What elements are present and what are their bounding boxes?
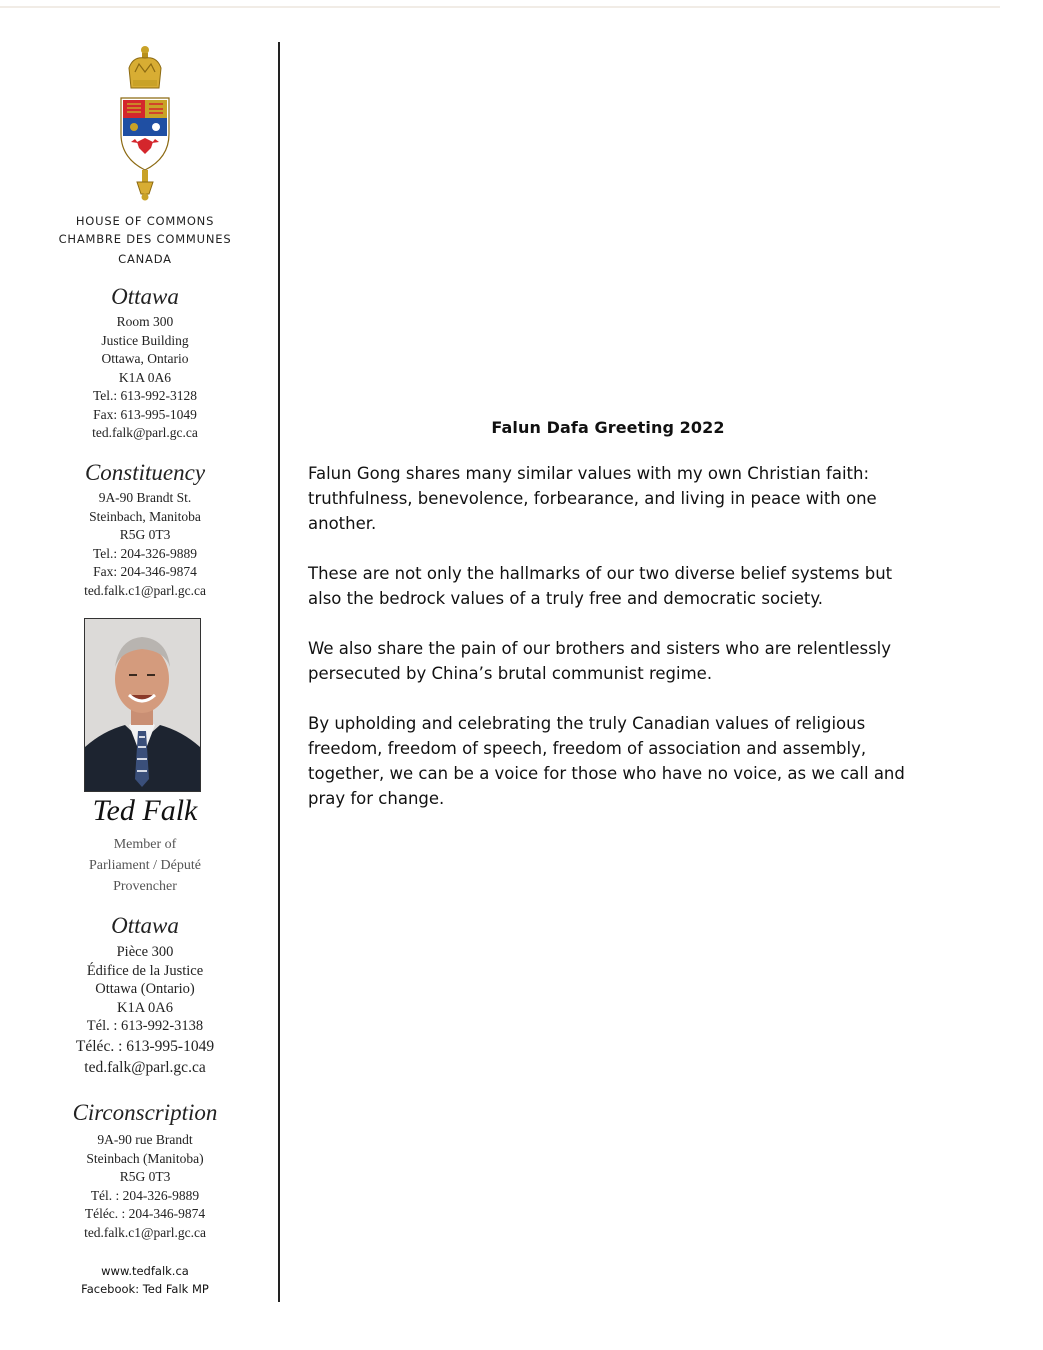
ottawa-en-heading: Ottawa	[111, 284, 179, 309]
ottawa-en-postal: K1A 0A6	[118, 369, 172, 385]
ottawa-en-email: ted.falk@parl.gc.ca	[92, 425, 198, 440]
ottawa-fr-heading: Ottawa	[111, 913, 179, 938]
constituency-fr-email: ted.falk.c1@parl.gc.ca	[84, 1224, 206, 1240]
constituency-en-tel: Tel.: 204-326-9889	[92, 545, 198, 561]
ottawa-en-tel: Tel.: 613-992-3128	[92, 388, 198, 403]
constituency-en-fax: Fax: 204-346-9874	[93, 564, 197, 579]
top-edge-rule	[0, 6, 1000, 8]
constituency-fr-tel: Tél. : 204-326-9889	[90, 1187, 200, 1203]
constituency-en-email: ted.falk.c1@parl.gc.ca	[84, 582, 206, 598]
house-of-commons-mace-crest-icon	[111, 42, 179, 202]
ottawa-fr-room: Pièce 300	[116, 944, 174, 960]
ottawa-en-room: Room 300	[116, 314, 174, 329]
constituency-en-heading: Constituency	[84, 460, 206, 485]
ottawa-fr-postal: K1A 0A6	[117, 999, 173, 1016]
letter-paragraph-4: By upholding and celebrating the truly Canadian values of religious freedom, freedom of speech, freedom of association and assembly, together, we can be a voice for those who have no voice, as we call and pray for change.	[308, 714, 905, 808]
letter-paragraph-1: Falun Gong shares many similar values with my own Christian faith: truthfulness, benevolence, forbearance, and living in peace with one another.	[308, 464, 877, 533]
ottawa-fr-building: Édifice de la Justice	[86, 962, 204, 979]
ottawa-en-address	[30, 313, 260, 443]
organization-name	[30, 212, 260, 268]
facebook-link[interactable]: Facebook: Ted Falk MP	[81, 1282, 209, 1296]
ottawa-fr-address	[30, 943, 260, 1078]
member-riding: Provencher	[113, 879, 177, 894]
constituency-en-postal: R5G 0T3	[119, 527, 171, 542]
letter-paragraph-2: These are not only the hallmarks of our two diverse belief systems but also the bedrock values of a truly free and democratic society.	[308, 564, 893, 608]
letter-paragraph-3: We also share the pain of our brothers and sisters who are relentlessly persecuted by China’s brutal communist regime.	[308, 639, 892, 683]
constituency-en-street: 9A-90 Brandt St.	[98, 490, 192, 505]
member-role-line1: Member of	[113, 837, 177, 852]
ottawa-fr-email: ted.falk@parl.gc.ca	[84, 1058, 206, 1076]
org-line-fr: CHAMBRE DES COMMUNES	[58, 232, 232, 246]
constituency-fr-heading: Circonscription	[72, 1100, 218, 1125]
member-portrait-illustration	[85, 619, 200, 791]
constituency-en-address	[30, 489, 260, 600]
org-line-country: CANADA	[118, 252, 172, 266]
ottawa-en-building: Justice Building	[101, 332, 189, 348]
constituency-fr-address	[30, 1131, 260, 1242]
website-link[interactable]: www.tedfalk.ca	[101, 1264, 189, 1278]
constituency-fr-postal: R5G 0T3	[119, 1169, 171, 1184]
ottawa-fr-tel: Tél. : 613-992-3138	[86, 1018, 204, 1034]
sidebar-divider	[278, 42, 280, 1302]
member-role-line2: Parliament / Député	[89, 858, 201, 873]
org-line-en: HOUSE OF COMMONS	[75, 214, 215, 228]
constituency-fr-street: 9A-90 rue Brandt	[97, 1132, 193, 1147]
constituency-en-city: Steinbach, Manitoba	[89, 508, 201, 524]
ottawa-fr-city: Ottawa (Ontario)	[95, 981, 195, 997]
member-signature: Ted Falk	[92, 794, 198, 827]
online-contacts	[30, 1262, 260, 1298]
member-portrait	[84, 618, 201, 792]
member-role	[30, 834, 260, 897]
ottawa-en-fax: Fax: 613-995-1049	[93, 406, 197, 422]
ottawa-en-city: Ottawa, Ontario	[101, 351, 189, 366]
letter-body	[308, 418, 908, 836]
ottawa-fr-fax: Téléc. : 613-995-1049	[75, 1037, 215, 1055]
constituency-fr-fax: Téléc. : 204-346-9874	[84, 1206, 206, 1221]
constituency-fr-city: Steinbach (Manitoba)	[86, 1150, 204, 1166]
letter-title: Falun Dafa Greeting 2022	[491, 418, 725, 437]
